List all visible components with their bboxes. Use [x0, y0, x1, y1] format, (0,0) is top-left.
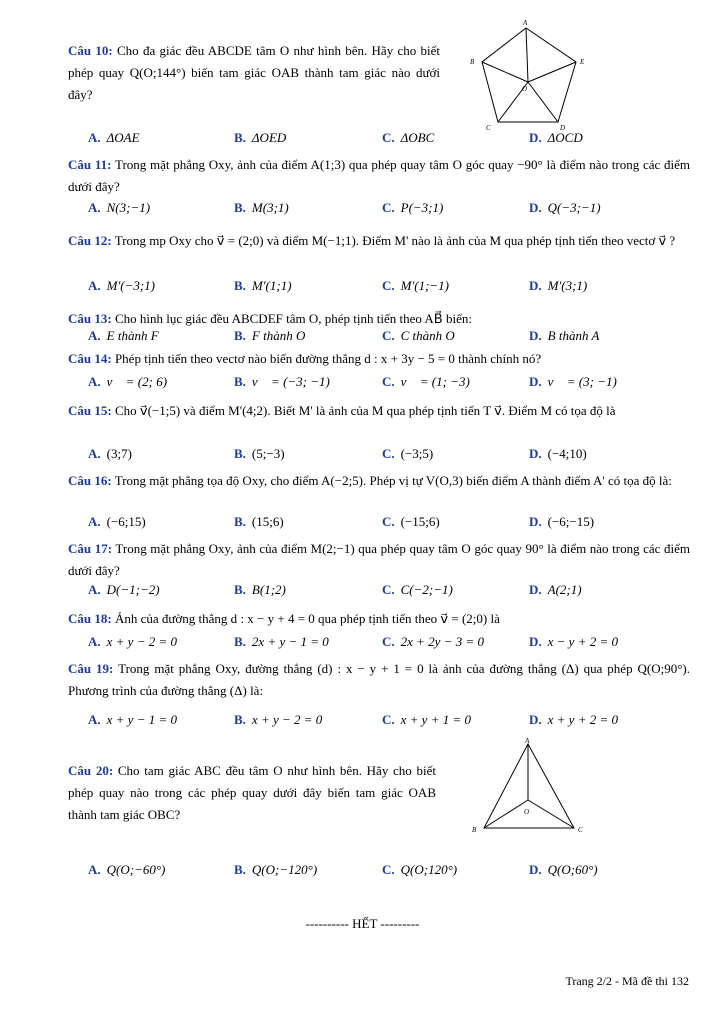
- question-19: Câu 19: Trong mặt phẳng Oxy, đường thẳng (d) : x − y + 1 = 0 là ảnh của đường thẳng (Δ) qua phép Q(O;90°). Phương trình của đường thẳng (Δ) là:: [68, 661, 690, 698]
- options-19: [88, 712, 688, 736]
- option-b[interactable]: B. B(1;2): [234, 582, 286, 597]
- question-15: Câu 15: Cho v⃗(−1;5) và điểm M'(4;2). Biết M' là ảnh của M qua phép tịnh tiến T v⃗. Điểm M có tọa độ là: [68, 403, 616, 418]
- triangle-figure: [470, 736, 600, 841]
- point-label-a: A: [523, 19, 528, 27]
- option-b[interactable]: B. v⃗ = (−3; −1): [234, 374, 330, 389]
- question-14: Câu 14: Phép tịnh tiến theo vectơ nào biến đường thẳng d : x + 3y − 5 = 0 thành chính nó?: [68, 351, 542, 366]
- options-10: [88, 130, 688, 154]
- pentagon-shape: [482, 28, 576, 122]
- question-18: Câu 18: Ảnh của đường thẳng d : x − y + 4 = 0 qua phép tịnh tiến theo v⃗ = (2;0) là: [68, 611, 500, 626]
- options-20: [88, 862, 688, 886]
- option-d[interactable]: D. Q(−3;−1): [529, 200, 601, 215]
- options-15: [88, 446, 688, 470]
- option-d[interactable]: D. Q(O;60°): [529, 862, 598, 877]
- options-16: [88, 514, 688, 538]
- option-d[interactable]: D. (−4;10): [529, 446, 587, 461]
- option-c[interactable]: C. ΔOBC: [382, 130, 435, 145]
- point-label-a: A: [525, 737, 530, 745]
- option-b[interactable]: B. Q(O;−120°): [234, 862, 318, 877]
- option-d[interactable]: D. (−6;−15): [529, 514, 595, 529]
- options-11: [88, 200, 688, 224]
- pentagon-radius: [528, 82, 558, 122]
- options-14: [88, 374, 688, 398]
- option-c[interactable]: C. M'(1;−1): [382, 278, 450, 293]
- option-a[interactable]: A. x + y − 2 = 0: [88, 634, 177, 649]
- point-label-c: C: [578, 826, 583, 834]
- end-marker: ---------- HẾT ---------: [305, 916, 420, 931]
- option-b[interactable]: B. M(3;1): [234, 200, 289, 215]
- point-label-b: B: [472, 826, 477, 834]
- question-20: Câu 20: Cho tam giác ABC đều tâm O như hình bên. Hãy cho biết phép quay nào trong các phép quay dưới đây biến tam giác OAB thành tam giác OBC?: [68, 763, 437, 822]
- pentagon-radius: [526, 28, 528, 82]
- pentagon-radius: [528, 62, 576, 82]
- option-c[interactable]: C. 2x + 2y − 3 = 0: [382, 634, 484, 649]
- option-a[interactable]: A. N(3;−1): [88, 200, 151, 215]
- triangle-radius: [484, 800, 528, 828]
- options-18: [88, 634, 688, 658]
- page-footer: Trang 2/2 - Mã đề thi 132: [565, 974, 689, 988]
- option-b[interactable]: B. M'(1;1): [234, 278, 292, 293]
- option-a[interactable]: A. Q(O;−60°): [88, 862, 166, 877]
- option-c[interactable]: C. (−3;5): [382, 446, 434, 461]
- triangle-radius: [528, 800, 574, 828]
- option-b[interactable]: B. 2x + y − 1 = 0: [234, 634, 329, 649]
- point-label-o: O: [524, 808, 530, 816]
- option-a[interactable]: A. (3;7): [88, 446, 132, 461]
- option-c[interactable]: C. x + y + 1 = 0: [382, 712, 471, 727]
- option-d[interactable]: D. x + y + 2 = 0: [529, 712, 618, 727]
- point-label-o: O: [522, 85, 528, 93]
- option-d[interactable]: D. ΔOCD: [529, 130, 583, 145]
- point-label-b: B: [470, 58, 475, 66]
- option-a[interactable]: A. x + y − 1 = 0: [88, 712, 177, 727]
- option-a[interactable]: A. v⃗ = (2; 6): [88, 374, 168, 389]
- option-c[interactable]: C. C(−2;−1): [382, 582, 453, 597]
- question-13: Câu 13: Cho hình lục giác đều ABCDEF tâm O, phép tịnh tiến theo AB⃗ biến:: [68, 311, 472, 326]
- question-12: Câu 12: Trong mp Oxy cho v⃗ = (2;0) và điểm M(−1;1). Điểm M' nào là ảnh của M qua phép tịnh tiến theo vectơ v⃗ ?: [68, 233, 676, 248]
- option-c[interactable]: C. (−15;6): [382, 514, 440, 529]
- pentagon-figure: [462, 18, 602, 133]
- option-a[interactable]: A. D(−1;−2): [88, 582, 160, 597]
- option-d[interactable]: D. x − y + 2 = 0: [529, 634, 618, 649]
- option-d[interactable]: D. v⃗ = (3; −1): [529, 374, 617, 389]
- point-label-c: C: [486, 124, 491, 132]
- option-d[interactable]: D. B thành A: [529, 328, 600, 343]
- question-16: Câu 16: Trong mặt phẳng tọa độ Oxy, cho điểm A(−2;5). Phép vị tự V(O,3) biến điểm A thành điểm A' có tọa độ là:: [68, 473, 672, 488]
- question-label: Câu 10:: [68, 43, 113, 58]
- question-text: Cho đa giác đều ABCDE tâm O như hình bên. Hãy cho biết phép quay Q(O;144°) biến tam giác OAB thành tam giác nào dưới đây?: [68, 43, 441, 102]
- option-a[interactable]: A. (−6;15): [88, 514, 146, 529]
- option-a[interactable]: A. ΔOAE: [88, 130, 140, 145]
- options-12: [88, 278, 688, 302]
- option-b[interactable]: B. (5;−3): [234, 446, 285, 461]
- option-b[interactable]: B. ΔOED: [234, 130, 287, 145]
- options-17: [88, 582, 688, 606]
- option-c[interactable]: C. C thành O: [382, 328, 455, 343]
- option-b[interactable]: B. x + y − 2 = 0: [234, 712, 323, 727]
- question-10: [68, 40, 440, 106]
- option-a[interactable]: A. M'(−3;1): [88, 278, 156, 293]
- question-17: Câu 17: Trong mặt phẳng Oxy, ảnh của điểm M(2;−1) qua phép quay tâm O góc quay 90° là điểm nào trong các điểm dưới đây?: [68, 541, 691, 578]
- option-b[interactable]: B. F thành O: [234, 328, 306, 343]
- option-c[interactable]: C. Q(O;120°): [382, 862, 458, 877]
- pentagon-radius: [482, 62, 528, 82]
- point-label-d: D: [560, 124, 566, 132]
- option-a[interactable]: A. E thành F: [88, 328, 159, 343]
- option-d[interactable]: D. A(2;1): [529, 582, 582, 597]
- point-label-e: E: [580, 58, 585, 66]
- question-11: Câu 11: Trong mặt phẳng Oxy, ảnh của điểm A(1;3) qua phép quay tâm O góc quay −90° là điểm nào trong các điểm dưới đây?: [68, 157, 691, 194]
- option-c[interactable]: C. P(−3;1): [382, 200, 444, 215]
- option-b[interactable]: B. (15;6): [234, 514, 284, 529]
- option-c[interactable]: C. v⃗ = (1; −3): [382, 374, 470, 389]
- option-d[interactable]: D. M'(3;1): [529, 278, 588, 293]
